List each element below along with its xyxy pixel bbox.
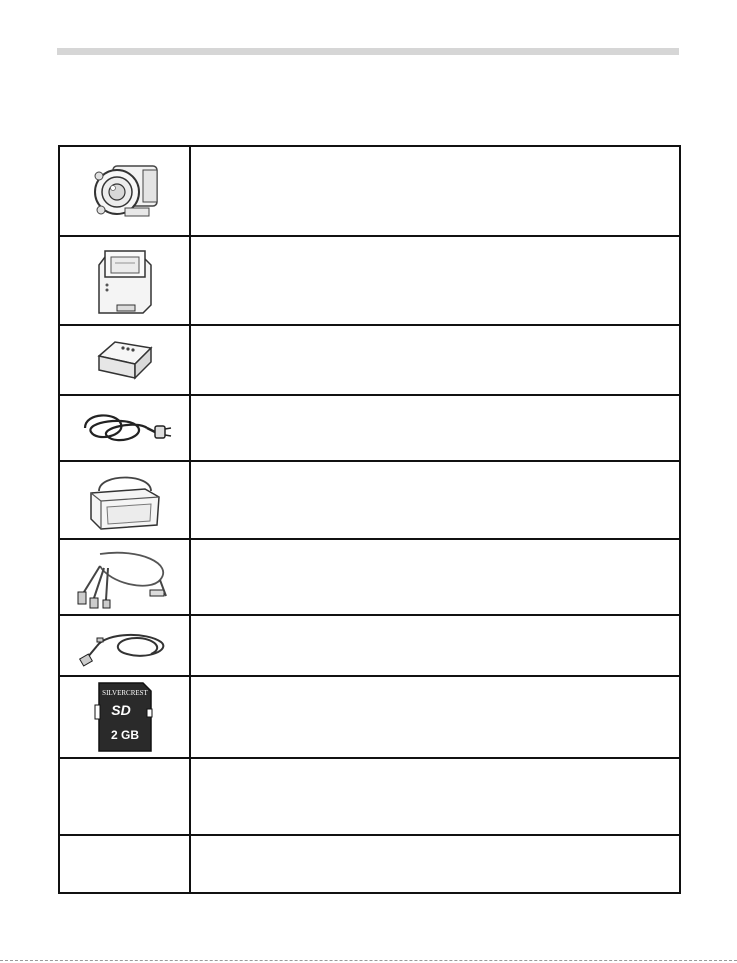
item-image-cell [59,395,190,461]
usb-cable-icon [60,624,189,668]
sd-card-icon [60,681,189,753]
table-row [59,758,680,835]
package-contents-table [58,145,681,894]
svg-text:SD: SD [110,702,131,718]
svg-text:SILVERCREST: SILVERCREST [101,689,148,697]
table-row [59,325,680,395]
power-cord-icon [60,406,189,450]
svg-text:2 GB: 2 GB [110,728,139,742]
item-image-cell [59,758,190,835]
item-description [190,395,680,461]
av-cable-icon [60,544,189,610]
table-row [59,236,680,325]
battery-icon [60,338,189,382]
item-description [190,615,680,676]
table-row [59,461,680,539]
page-bottom-rule [0,960,737,961]
table-row [59,539,680,615]
item-image-cell [59,236,190,325]
battery-charger-icon [60,245,189,317]
item-description [190,461,680,539]
item-image-cell [59,461,190,539]
item-description [190,325,680,395]
item-description [190,539,680,615]
table-row [59,395,680,461]
item-image-cell [59,835,190,893]
item-description [190,236,680,325]
table-row [59,146,680,236]
item-description [190,835,680,893]
item-image-cell [59,325,190,395]
item-image-cell [59,539,190,615]
camcorder-icon [60,156,189,226]
table-row [59,835,680,893]
item-description [190,146,680,236]
item-image-cell [59,146,190,236]
item-image-cell [59,676,190,758]
table-row [59,676,680,758]
header-rule [57,48,679,55]
item-description [190,676,680,758]
carrying-bag-icon [60,467,189,533]
item-image-cell [59,615,190,676]
table-row [59,615,680,676]
item-description [190,758,680,835]
